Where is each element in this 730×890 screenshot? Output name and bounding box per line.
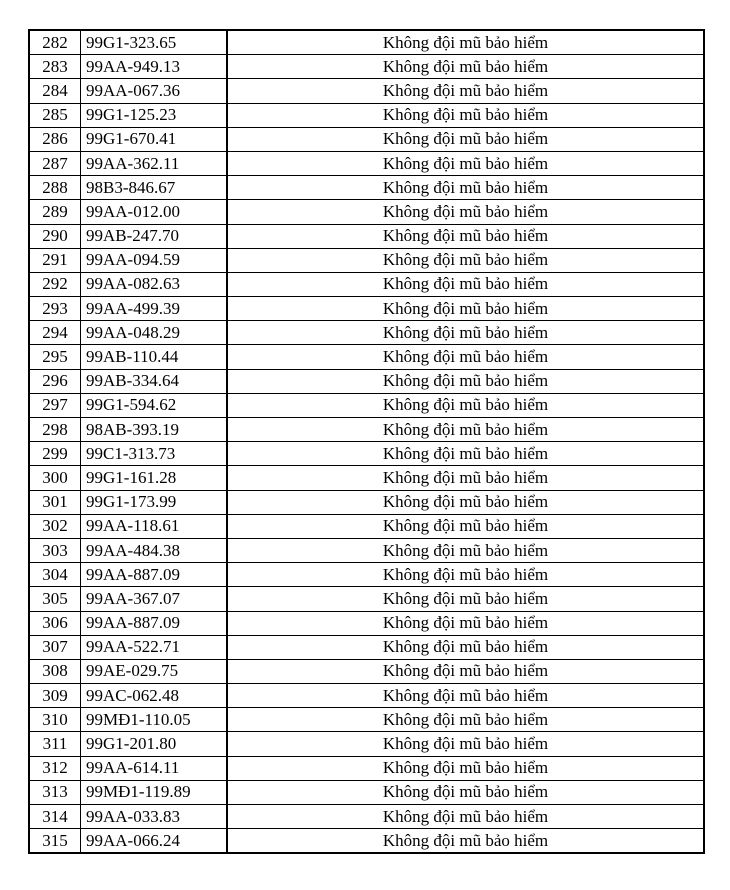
row-number-cell: 305: [29, 587, 81, 611]
table-row: [29, 611, 704, 635]
row-number-cell: 290: [29, 224, 81, 248]
license-plate-cell: 99AA-484.38: [81, 538, 228, 562]
row-number-cell: 293: [29, 297, 81, 321]
violation-cell: Không đội mũ bảo hiểm: [227, 55, 704, 79]
row-number-cell: 294: [29, 321, 81, 345]
table-row: [29, 587, 704, 611]
violation-cell: Không đội mũ bảo hiểm: [227, 756, 704, 780]
license-plate-cell: 99AA-367.07: [81, 587, 228, 611]
violation-cell: Không đội mũ bảo hiểm: [227, 345, 704, 369]
row-number-cell: 282: [29, 30, 81, 55]
table-row: [29, 55, 704, 79]
violation-cell: Không đội mũ bảo hiểm: [227, 563, 704, 587]
violation-cell: Không đội mũ bảo hiểm: [227, 442, 704, 466]
violation-cell: Không đội mũ bảo hiểm: [227, 151, 704, 175]
license-plate-cell: 99G1-173.99: [81, 490, 228, 514]
license-plate-cell: 99AA-118.61: [81, 514, 228, 538]
table-row: [29, 466, 704, 490]
license-plate-cell: 99G1-323.65: [81, 30, 228, 55]
table-row: [29, 756, 704, 780]
table-row: [29, 659, 704, 683]
violation-cell: Không đội mũ bảo hiểm: [227, 684, 704, 708]
violation-cell: Không đội mũ bảo hiểm: [227, 659, 704, 683]
table-row: [29, 805, 704, 829]
row-number-cell: 306: [29, 611, 81, 635]
table-row: [29, 732, 704, 756]
table-row: [29, 79, 704, 103]
violation-cell: Không đội mũ bảo hiểm: [227, 538, 704, 562]
table-row: [29, 538, 704, 562]
license-plate-cell: 99AA-887.09: [81, 611, 228, 635]
license-plate-cell: 99AA-012.00: [81, 200, 228, 224]
table-row: [29, 321, 704, 345]
row-number-cell: 312: [29, 756, 81, 780]
row-number-cell: 302: [29, 514, 81, 538]
row-number-cell: 298: [29, 418, 81, 442]
table-row: [29, 490, 704, 514]
license-plate-cell: 99AB-110.44: [81, 345, 228, 369]
license-plate-cell: 99C1-313.73: [81, 442, 228, 466]
violation-cell: Không đội mũ bảo hiểm: [227, 829, 704, 854]
row-number-cell: 288: [29, 176, 81, 200]
violation-cell: Không đội mũ bảo hiểm: [227, 248, 704, 272]
table-row: [29, 635, 704, 659]
row-number-cell: 292: [29, 272, 81, 296]
table-row: [29, 514, 704, 538]
table-row: [29, 248, 704, 272]
table-row: [29, 127, 704, 151]
license-plate-cell: 99AA-614.11: [81, 756, 228, 780]
row-number-cell: 310: [29, 708, 81, 732]
table-row: [29, 297, 704, 321]
row-number-cell: 286: [29, 127, 81, 151]
license-plate-cell: 99AB-247.70: [81, 224, 228, 248]
row-number-cell: 304: [29, 563, 81, 587]
license-plate-cell: 99G1-161.28: [81, 466, 228, 490]
license-plate-cell: 99AA-094.59: [81, 248, 228, 272]
table-row: [29, 30, 704, 55]
row-number-cell: 308: [29, 659, 81, 683]
license-plate-cell: 99G1-670.41: [81, 127, 228, 151]
table-row: [29, 176, 704, 200]
table-row: [29, 780, 704, 804]
table-row: [29, 442, 704, 466]
row-number-cell: 297: [29, 393, 81, 417]
license-plate-cell: 99G1-125.23: [81, 103, 228, 127]
license-plate-cell: 99AA-066.24: [81, 829, 228, 854]
row-number-cell: 291: [29, 248, 81, 272]
row-number-cell: 309: [29, 684, 81, 708]
table-row: [29, 708, 704, 732]
violation-cell: Không đội mũ bảo hiểm: [227, 127, 704, 151]
row-number-cell: 287: [29, 151, 81, 175]
table-row: [29, 684, 704, 708]
license-plate-cell: 99AA-362.11: [81, 151, 228, 175]
row-number-cell: 295: [29, 345, 81, 369]
license-plate-cell: 99AA-067.36: [81, 79, 228, 103]
table-row: [29, 200, 704, 224]
table-row: [29, 369, 704, 393]
violation-cell: Không đội mũ bảo hiểm: [227, 490, 704, 514]
license-plate-cell: 99AB-334.64: [81, 369, 228, 393]
row-number-cell: 301: [29, 490, 81, 514]
violation-cell: Không đội mũ bảo hiểm: [227, 393, 704, 417]
violation-cell: Không đội mũ bảo hiểm: [227, 369, 704, 393]
license-plate-cell: 99AA-082.63: [81, 272, 228, 296]
violation-cell: Không đội mũ bảo hiểm: [227, 611, 704, 635]
row-number-cell: 311: [29, 732, 81, 756]
row-number-cell: 283: [29, 55, 81, 79]
row-number-cell: 313: [29, 780, 81, 804]
violation-cell: Không đội mũ bảo hiểm: [227, 587, 704, 611]
license-plate-cell: 99AA-033.83: [81, 805, 228, 829]
table-row: [29, 103, 704, 127]
row-number-cell: 307: [29, 635, 81, 659]
license-plate-cell: 99AA-499.39: [81, 297, 228, 321]
table-row: [29, 563, 704, 587]
license-plate-cell: 99AA-048.29: [81, 321, 228, 345]
violation-cell: Không đội mũ bảo hiểm: [227, 176, 704, 200]
violation-cell: Không đội mũ bảo hiểm: [227, 466, 704, 490]
license-plate-cell: 99AA-522.71: [81, 635, 228, 659]
license-plate-cell: 99AC-062.48: [81, 684, 228, 708]
violation-cell: Không đội mũ bảo hiểm: [227, 514, 704, 538]
license-plate-cell: 99G1-201.80: [81, 732, 228, 756]
license-plate-cell: 99MĐ1-110.05: [81, 708, 228, 732]
violation-cell: Không đội mũ bảo hiểm: [227, 297, 704, 321]
license-plate-cell: 98AB-393.19: [81, 418, 228, 442]
row-number-cell: 315: [29, 829, 81, 854]
violation-cell: Không đội mũ bảo hiểm: [227, 272, 704, 296]
row-number-cell: 299: [29, 442, 81, 466]
license-plate-cell: 99AA-949.13: [81, 55, 228, 79]
violation-cell: Không đội mũ bảo hiểm: [227, 732, 704, 756]
table-body: [29, 30, 704, 853]
row-number-cell: 285: [29, 103, 81, 127]
table-row: [29, 272, 704, 296]
violation-cell: Không đội mũ bảo hiểm: [227, 200, 704, 224]
table-row: [29, 393, 704, 417]
violation-cell: Không đội mũ bảo hiểm: [227, 103, 704, 127]
row-number-cell: 289: [29, 200, 81, 224]
license-plate-cell: 99MĐ1-119.89: [81, 780, 228, 804]
violation-cell: Không đội mũ bảo hiểm: [227, 79, 704, 103]
license-plate-cell: 99AA-887.09: [81, 563, 228, 587]
violation-cell: Không đội mũ bảo hiểm: [227, 780, 704, 804]
table-row: [29, 829, 704, 854]
violation-table: [28, 29, 705, 854]
license-plate-cell: 98B3-846.67: [81, 176, 228, 200]
table-row: [29, 151, 704, 175]
table-row: [29, 418, 704, 442]
row-number-cell: 300: [29, 466, 81, 490]
violation-cell: Không đội mũ bảo hiểm: [227, 30, 704, 55]
violation-cell: Không đội mũ bảo hiểm: [227, 635, 704, 659]
row-number-cell: 296: [29, 369, 81, 393]
violation-cell: Không đội mũ bảo hiểm: [227, 321, 704, 345]
violation-cell: Không đội mũ bảo hiểm: [227, 224, 704, 248]
violation-cell: Không đội mũ bảo hiểm: [227, 805, 704, 829]
violation-cell: Không đội mũ bảo hiểm: [227, 708, 704, 732]
license-plate-cell: 99AE-029.75: [81, 659, 228, 683]
table-row: [29, 345, 704, 369]
row-number-cell: 284: [29, 79, 81, 103]
license-plate-cell: 99G1-594.62: [81, 393, 228, 417]
table-row: [29, 224, 704, 248]
row-number-cell: 314: [29, 805, 81, 829]
violation-cell: Không đội mũ bảo hiểm: [227, 418, 704, 442]
row-number-cell: 303: [29, 538, 81, 562]
